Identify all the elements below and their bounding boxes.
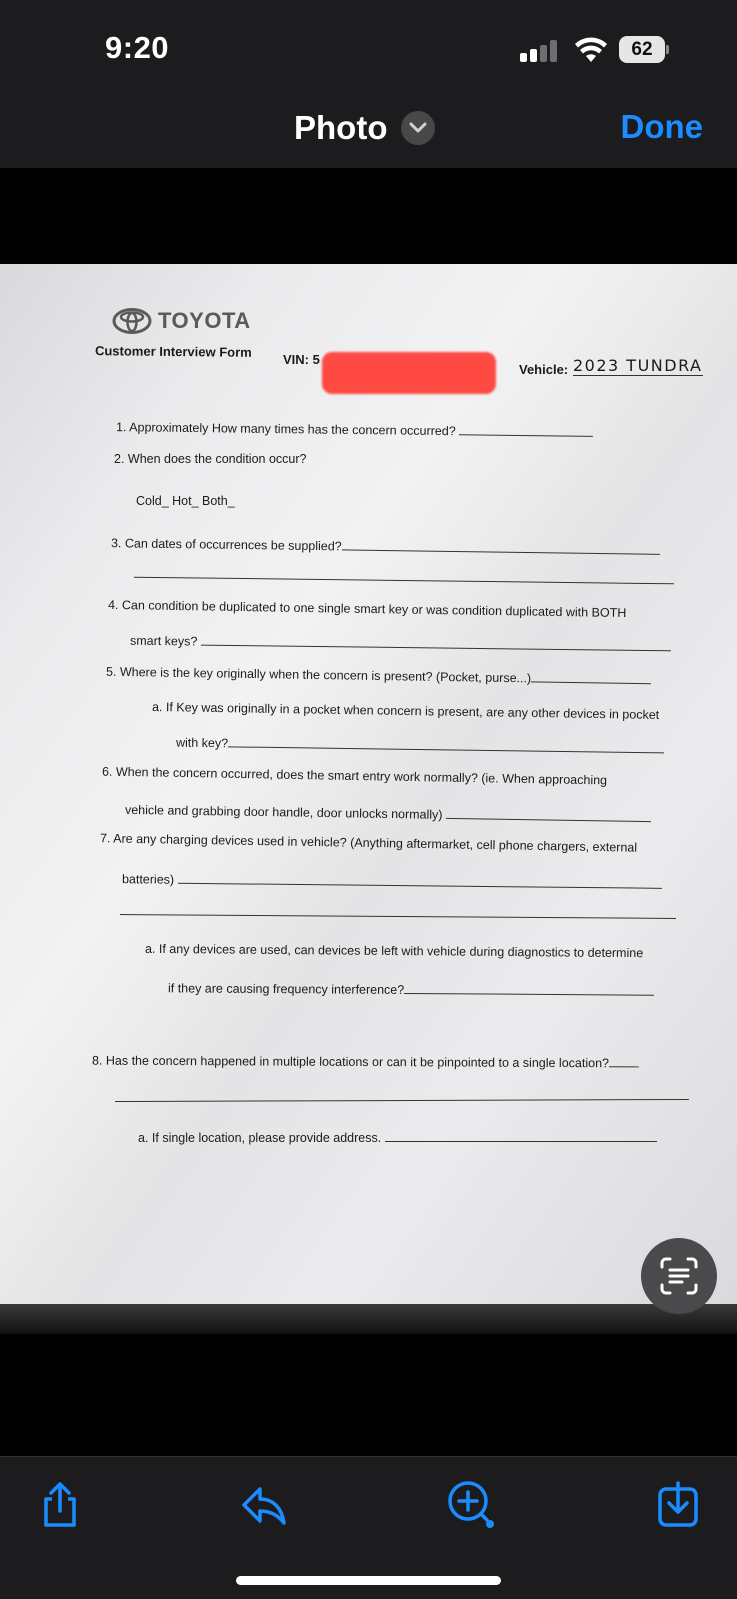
question-5a-cont: with key? (176, 733, 664, 757)
save-download-icon[interactable] (652, 1479, 704, 1531)
question-7a-cont: if they are causing frequency interference? (168, 978, 654, 998)
chevron-down-icon[interactable] (401, 111, 435, 145)
status-time: 9:20 (105, 30, 170, 65)
question-1: 1. Approximately How many times has the concern occurred? (116, 417, 593, 440)
question-7: 7. Are any charging devices used in vehicle? (Anything aftermarket, cell phone chargers, external (99, 831, 638, 855)
question-4: 4. Can condition be duplicated to one single smart key or was condition duplicated with BOTH (107, 597, 627, 621)
question-3: 3. Can dates of occurrences be supplied? (111, 533, 660, 558)
question-6: 6. When the concern occurred, does the smart entry work normally? (ie. When approaching (101, 764, 608, 788)
photo-viewer[interactable] (0, 168, 737, 1456)
live-text-icon (658, 1255, 700, 1297)
zoom-plus-icon[interactable] (444, 1479, 496, 1531)
question-2: 2. When does the condition occur? (114, 452, 307, 466)
question-8: 8. Has the concern happened in multiple locations or can it be pinpointed to a single location? (92, 1051, 639, 1071)
share-icon[interactable] (34, 1479, 86, 1531)
document-photo (0, 264, 737, 1304)
question-5: 5. Where is the key originally when the concern is present? (Pocket, purse...) (106, 662, 651, 688)
question-5a: a. If Key was originally in a pocket when concern is present, are any other devices in pocket (151, 700, 660, 722)
vehicle-label: Vehicle: (519, 362, 569, 377)
answer-line (115, 1099, 689, 1102)
photo-title-menu[interactable] (294, 108, 435, 148)
done-button[interactable]: Done (620, 108, 703, 145)
reply-icon[interactable] (238, 1479, 290, 1531)
vin-redaction (322, 352, 496, 394)
question-4-cont: smart keys? (130, 631, 671, 655)
question-8a: a. If single location, please provide address. (138, 1128, 657, 1145)
vehicle-value: 2023 TUNDRA (573, 356, 703, 375)
wifi-icon (574, 36, 608, 64)
battery-level-text: 62 (631, 38, 653, 60)
question-2-options: Cold_ Hot_ Both_ (136, 494, 235, 508)
live-text-button[interactable] (641, 1238, 717, 1314)
answer-line (134, 577, 674, 585)
cellular-signal-icon (520, 40, 562, 62)
answer-line (120, 914, 676, 919)
vin-label: VIN: 5 (283, 352, 320, 367)
question-6-cont: vehicle and grabbing door handle, door unlocks normally) (125, 800, 651, 825)
status-bar (0, 0, 737, 100)
photo-bottom-edge (0, 1304, 737, 1334)
battery-icon (619, 36, 669, 63)
toyota-emblem-icon (112, 308, 152, 334)
navigation-bar (0, 100, 737, 168)
nav-title: Photo (294, 109, 388, 146)
toyota-logo (112, 308, 251, 334)
home-indicator[interactable] (236, 1576, 501, 1585)
question-7-cont: batteries) (122, 869, 662, 892)
brand-name: TOYOTA (158, 308, 251, 333)
question-7a: a. If any devices are used, can devices be left with vehicle during diagnostics to determine (144, 941, 644, 961)
form-title: Customer Interview Form (94, 343, 252, 360)
